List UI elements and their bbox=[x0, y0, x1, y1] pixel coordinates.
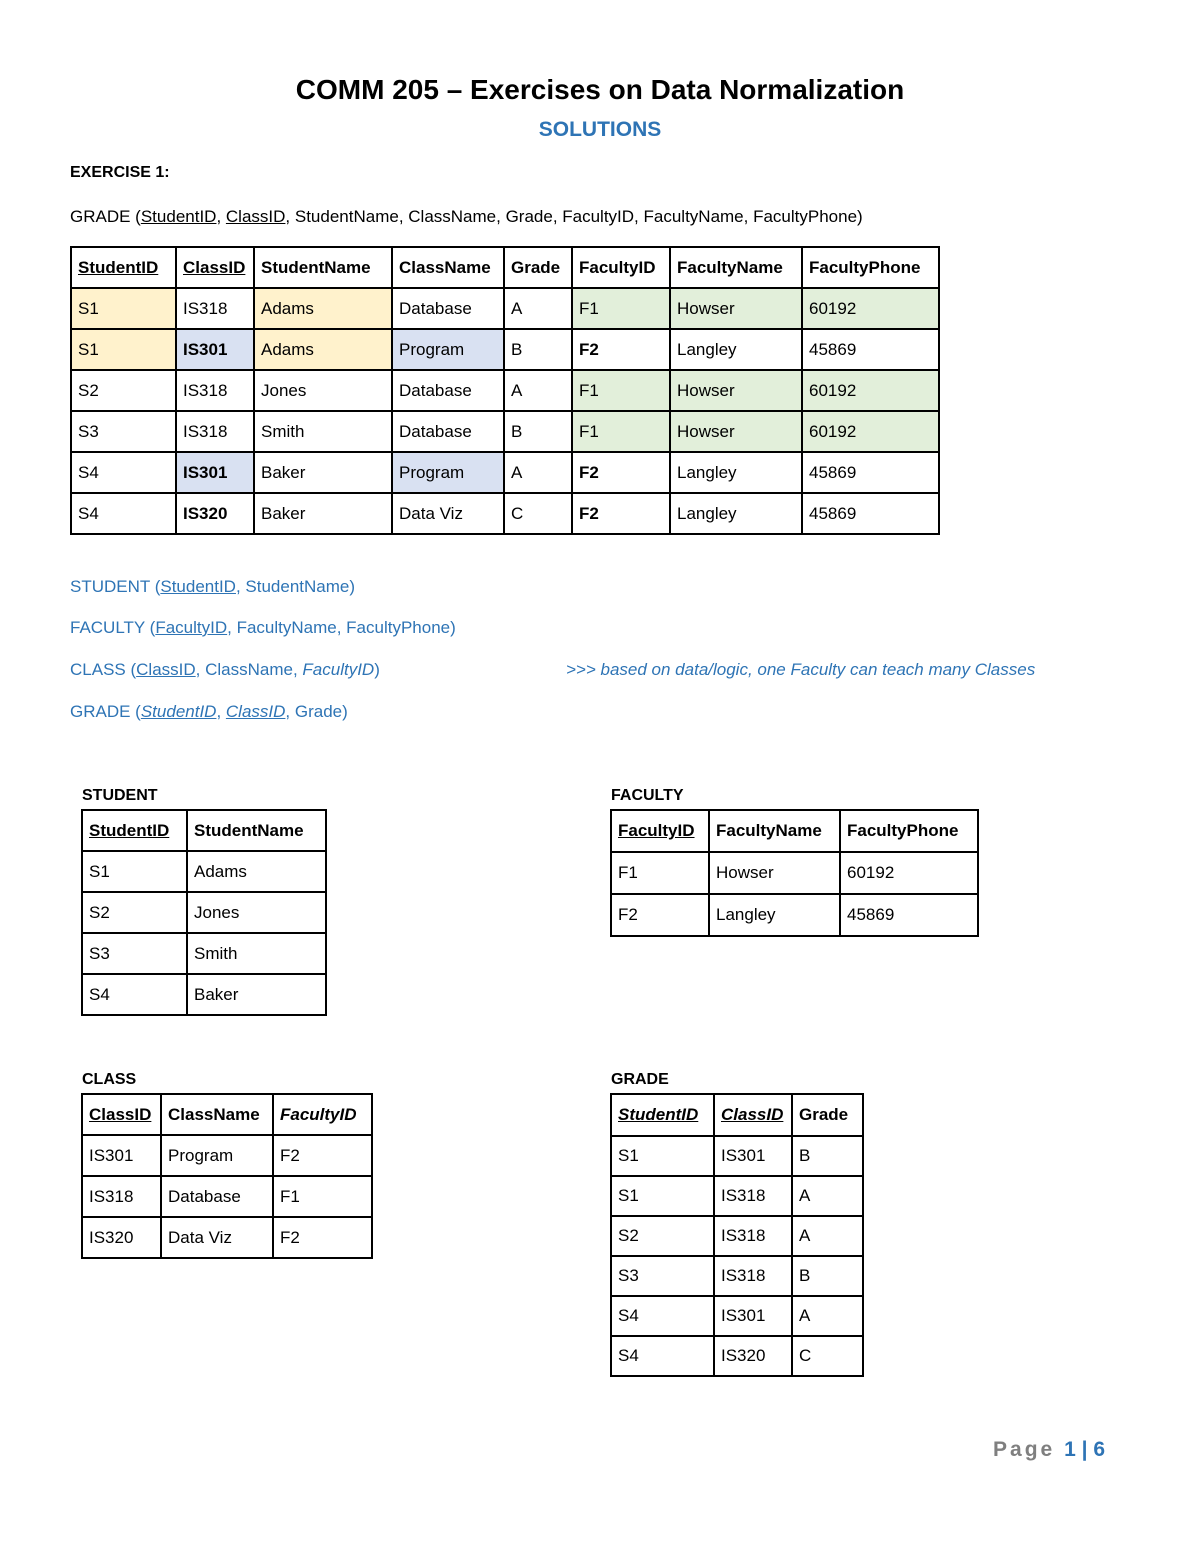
table-cell: Program bbox=[392, 329, 504, 370]
col-header-facultyname: FacultyName bbox=[670, 247, 802, 288]
col-header-classname: ClassName bbox=[392, 247, 504, 288]
table-cell: S4 bbox=[611, 1336, 714, 1376]
relation-name: GRADE ( bbox=[70, 702, 141, 721]
table-cell: Howser bbox=[670, 370, 802, 411]
table-cell: S4 bbox=[71, 493, 176, 534]
table-cell: F2 bbox=[572, 329, 670, 370]
exercise-label: EXERCISE 1: bbox=[70, 164, 170, 181]
class-table bbox=[81, 1093, 373, 1259]
grade-relation-pk1: StudentID bbox=[140, 207, 217, 226]
grade-relation-name: GRADE ( bbox=[70, 207, 141, 226]
table-cell: S3 bbox=[71, 411, 176, 452]
grade-relation-rest: , StudentName, ClassName, Grade, FacultyID, FacultyName, FacultyPhone) bbox=[285, 207, 863, 226]
table-cell: Smith bbox=[254, 411, 392, 452]
table-cell: F1 bbox=[572, 411, 670, 452]
col-header-classid: ClassID bbox=[176, 247, 254, 288]
student-table bbox=[81, 809, 327, 1016]
table-cell: Adams bbox=[254, 329, 392, 370]
table-cell: A bbox=[504, 288, 572, 329]
col-header: ClassName bbox=[161, 1094, 273, 1135]
col-header: StudentID bbox=[82, 810, 187, 851]
table-row bbox=[82, 974, 326, 1015]
primary-key: FacultyID bbox=[155, 618, 228, 637]
relation-close: ) bbox=[374, 660, 380, 679]
table-cell: Program bbox=[392, 452, 504, 493]
col-header: ClassID bbox=[714, 1094, 792, 1136]
table-row bbox=[611, 1336, 863, 1376]
table-cell: IS301 bbox=[82, 1135, 161, 1176]
table-row bbox=[82, 851, 326, 892]
grade-solution-relation bbox=[70, 702, 348, 722]
faculty-table bbox=[610, 809, 979, 937]
table-cell: Database bbox=[392, 411, 504, 452]
faculty-relation bbox=[70, 618, 456, 638]
page-footer bbox=[993, 1438, 1105, 1462]
table-cell: S1 bbox=[71, 329, 176, 370]
table-cell: Howser bbox=[670, 411, 802, 452]
table-cell: Baker bbox=[254, 493, 392, 534]
table-row bbox=[71, 288, 939, 329]
table-row bbox=[82, 933, 326, 974]
table-cell: IS301 bbox=[176, 329, 254, 370]
table-row bbox=[71, 493, 939, 534]
col-header-facultyphone: FacultyPhone bbox=[802, 247, 939, 288]
student-relation bbox=[70, 577, 355, 597]
table-cell: F2 bbox=[273, 1217, 372, 1258]
table-cell: IS318 bbox=[82, 1176, 161, 1217]
table-cell: Howser bbox=[709, 852, 840, 894]
table-cell: F2 bbox=[273, 1135, 372, 1176]
student-table-label: STUDENT bbox=[82, 787, 158, 804]
table-cell: Data Viz bbox=[392, 493, 504, 534]
table-cell: Data Viz bbox=[161, 1217, 273, 1258]
table-cell: S1 bbox=[611, 1176, 714, 1216]
col-header: ClassID bbox=[82, 1094, 161, 1135]
table-row bbox=[71, 452, 939, 493]
table-cell: IS318 bbox=[714, 1216, 792, 1256]
table-cell: F1 bbox=[273, 1176, 372, 1217]
foreign-key: FacultyID bbox=[302, 660, 375, 679]
table-cell: Database bbox=[392, 370, 504, 411]
table-cell: B bbox=[792, 1136, 863, 1176]
table-cell: 45869 bbox=[840, 894, 978, 936]
table-cell: IS301 bbox=[714, 1136, 792, 1176]
relation-attrs: , ClassName, bbox=[195, 660, 303, 679]
table-cell: F2 bbox=[572, 452, 670, 493]
table-cell: Smith bbox=[187, 933, 326, 974]
table-cell: S2 bbox=[71, 370, 176, 411]
table-cell: B bbox=[504, 411, 572, 452]
table-cell: IS320 bbox=[82, 1217, 161, 1258]
table-cell: 45869 bbox=[802, 329, 939, 370]
table-cell: Adams bbox=[254, 288, 392, 329]
table-cell: 60192 bbox=[802, 288, 939, 329]
table-cell: B bbox=[792, 1256, 863, 1296]
table-cell: Langley bbox=[670, 329, 802, 370]
table-cell: B bbox=[504, 329, 572, 370]
primary-key: StudentID bbox=[140, 702, 217, 721]
page-separator: | bbox=[1075, 1438, 1094, 1461]
table-cell: 45869 bbox=[802, 493, 939, 534]
table-row bbox=[71, 370, 939, 411]
table-cell: IS318 bbox=[176, 411, 254, 452]
table-cell: S1 bbox=[82, 851, 187, 892]
table-cell: Adams bbox=[187, 851, 326, 892]
table-cell: F2 bbox=[611, 894, 709, 936]
table-cell: A bbox=[792, 1176, 863, 1216]
table-cell: IS318 bbox=[714, 1256, 792, 1296]
table-cell: S1 bbox=[71, 288, 176, 329]
primary-key: ClassID bbox=[136, 660, 196, 679]
class-table-label: CLASS bbox=[82, 1071, 137, 1088]
table-cell: C bbox=[792, 1336, 863, 1376]
table-cell: F2 bbox=[572, 493, 670, 534]
grade-relation: GRADE (StudentID, ClassID, StudentName, ClassName, Grade, FacultyID, FacultyName, FacultyPhone) bbox=[70, 207, 863, 226]
table-cell: S4 bbox=[71, 452, 176, 493]
col-header-studentname: StudentName bbox=[254, 247, 392, 288]
table-cell: S4 bbox=[611, 1296, 714, 1336]
table-cell: 60192 bbox=[802, 370, 939, 411]
table-cell: C bbox=[504, 493, 572, 534]
relationship-note: >>> based on data/logic, one Faculty can teach many Classes bbox=[566, 660, 1036, 679]
table-row bbox=[82, 892, 326, 933]
table-cell: A bbox=[792, 1216, 863, 1256]
col-header-grade: Grade bbox=[504, 247, 572, 288]
table-row bbox=[611, 1176, 863, 1216]
table-cell: Database bbox=[392, 288, 504, 329]
table-cell: F1 bbox=[572, 370, 670, 411]
relation-name: FACULTY ( bbox=[70, 618, 156, 637]
table-cell: Program bbox=[161, 1135, 273, 1176]
table-cell: F1 bbox=[572, 288, 670, 329]
table-cell: A bbox=[792, 1296, 863, 1336]
table-cell: S2 bbox=[82, 892, 187, 933]
table-cell: Baker bbox=[254, 452, 392, 493]
relation-attrs: , FacultyName, FacultyPhone) bbox=[227, 618, 456, 637]
table-row bbox=[71, 411, 939, 452]
table-cell: 60192 bbox=[802, 411, 939, 452]
table-row bbox=[611, 1296, 863, 1336]
col-header: FacultyPhone bbox=[840, 810, 978, 852]
table-row bbox=[71, 329, 939, 370]
table-cell: F1 bbox=[611, 852, 709, 894]
relation-name: CLASS ( bbox=[70, 660, 137, 679]
table-cell: S4 bbox=[82, 974, 187, 1015]
page-title: COMM 205 – Exercises on Data Normalization bbox=[295, 74, 905, 105]
main-grade-table bbox=[70, 246, 940, 535]
table-row bbox=[611, 894, 978, 936]
table-row bbox=[611, 1216, 863, 1256]
col-header-studentid: StudentID bbox=[71, 247, 176, 288]
col-header: FacultyID bbox=[273, 1094, 372, 1135]
primary-key: ClassID bbox=[225, 702, 286, 721]
page-subtitle: SOLUTIONS bbox=[538, 118, 662, 141]
table-cell: IS318 bbox=[176, 370, 254, 411]
table-cell: Jones bbox=[254, 370, 392, 411]
table-row bbox=[611, 1136, 863, 1176]
col-header: StudentName bbox=[187, 810, 326, 851]
table-cell: IS320 bbox=[176, 493, 254, 534]
page-total: 6 bbox=[1093, 1438, 1105, 1461]
table-cell: S3 bbox=[82, 933, 187, 974]
table-row bbox=[82, 1135, 372, 1176]
col-header: FacultyName bbox=[709, 810, 840, 852]
table-cell: S3 bbox=[611, 1256, 714, 1296]
table-row bbox=[82, 1217, 372, 1258]
primary-key: StudentID bbox=[160, 577, 236, 596]
col-header: StudentID bbox=[611, 1094, 714, 1136]
table-cell: IS301 bbox=[176, 452, 254, 493]
table-cell: 45869 bbox=[802, 452, 939, 493]
table-cell: A bbox=[504, 370, 572, 411]
table-cell: A bbox=[504, 452, 572, 493]
col-header: Grade bbox=[792, 1094, 863, 1136]
page-number: 1 bbox=[1064, 1438, 1076, 1461]
table-cell: Baker bbox=[187, 974, 326, 1015]
table-row bbox=[611, 1256, 863, 1296]
table-cell: S2 bbox=[611, 1216, 714, 1256]
table-cell: Langley bbox=[709, 894, 840, 936]
relation-attrs: , Grade) bbox=[285, 702, 348, 721]
table-cell: IS318 bbox=[714, 1176, 792, 1216]
grade-relation-pk2: ClassID bbox=[225, 207, 286, 226]
table-cell: S1 bbox=[611, 1136, 714, 1176]
col-header: FacultyID bbox=[611, 810, 709, 852]
grade-table-label: GRADE bbox=[611, 1071, 669, 1088]
relation-attrs: , StudentName) bbox=[235, 577, 356, 596]
table-cell: IS301 bbox=[714, 1296, 792, 1336]
class-relation bbox=[70, 660, 380, 680]
table-cell: Langley bbox=[670, 452, 802, 493]
table-cell: Database bbox=[161, 1176, 273, 1217]
faculty-table-label: FACULTY bbox=[611, 787, 684, 804]
table-cell: Howser bbox=[670, 288, 802, 329]
grade-table bbox=[610, 1093, 864, 1377]
page-word: Page bbox=[993, 1438, 1056, 1461]
table-cell: IS318 bbox=[176, 288, 254, 329]
table-row bbox=[611, 852, 978, 894]
table-row bbox=[82, 1176, 372, 1217]
relation-name: STUDENT ( bbox=[70, 577, 161, 596]
separator: , bbox=[216, 702, 226, 721]
table-cell: 60192 bbox=[840, 852, 978, 894]
table-cell: Langley bbox=[670, 493, 802, 534]
table-cell: IS320 bbox=[714, 1336, 792, 1376]
col-header-facultyid: FacultyID bbox=[572, 247, 670, 288]
table-cell: Jones bbox=[187, 892, 326, 933]
